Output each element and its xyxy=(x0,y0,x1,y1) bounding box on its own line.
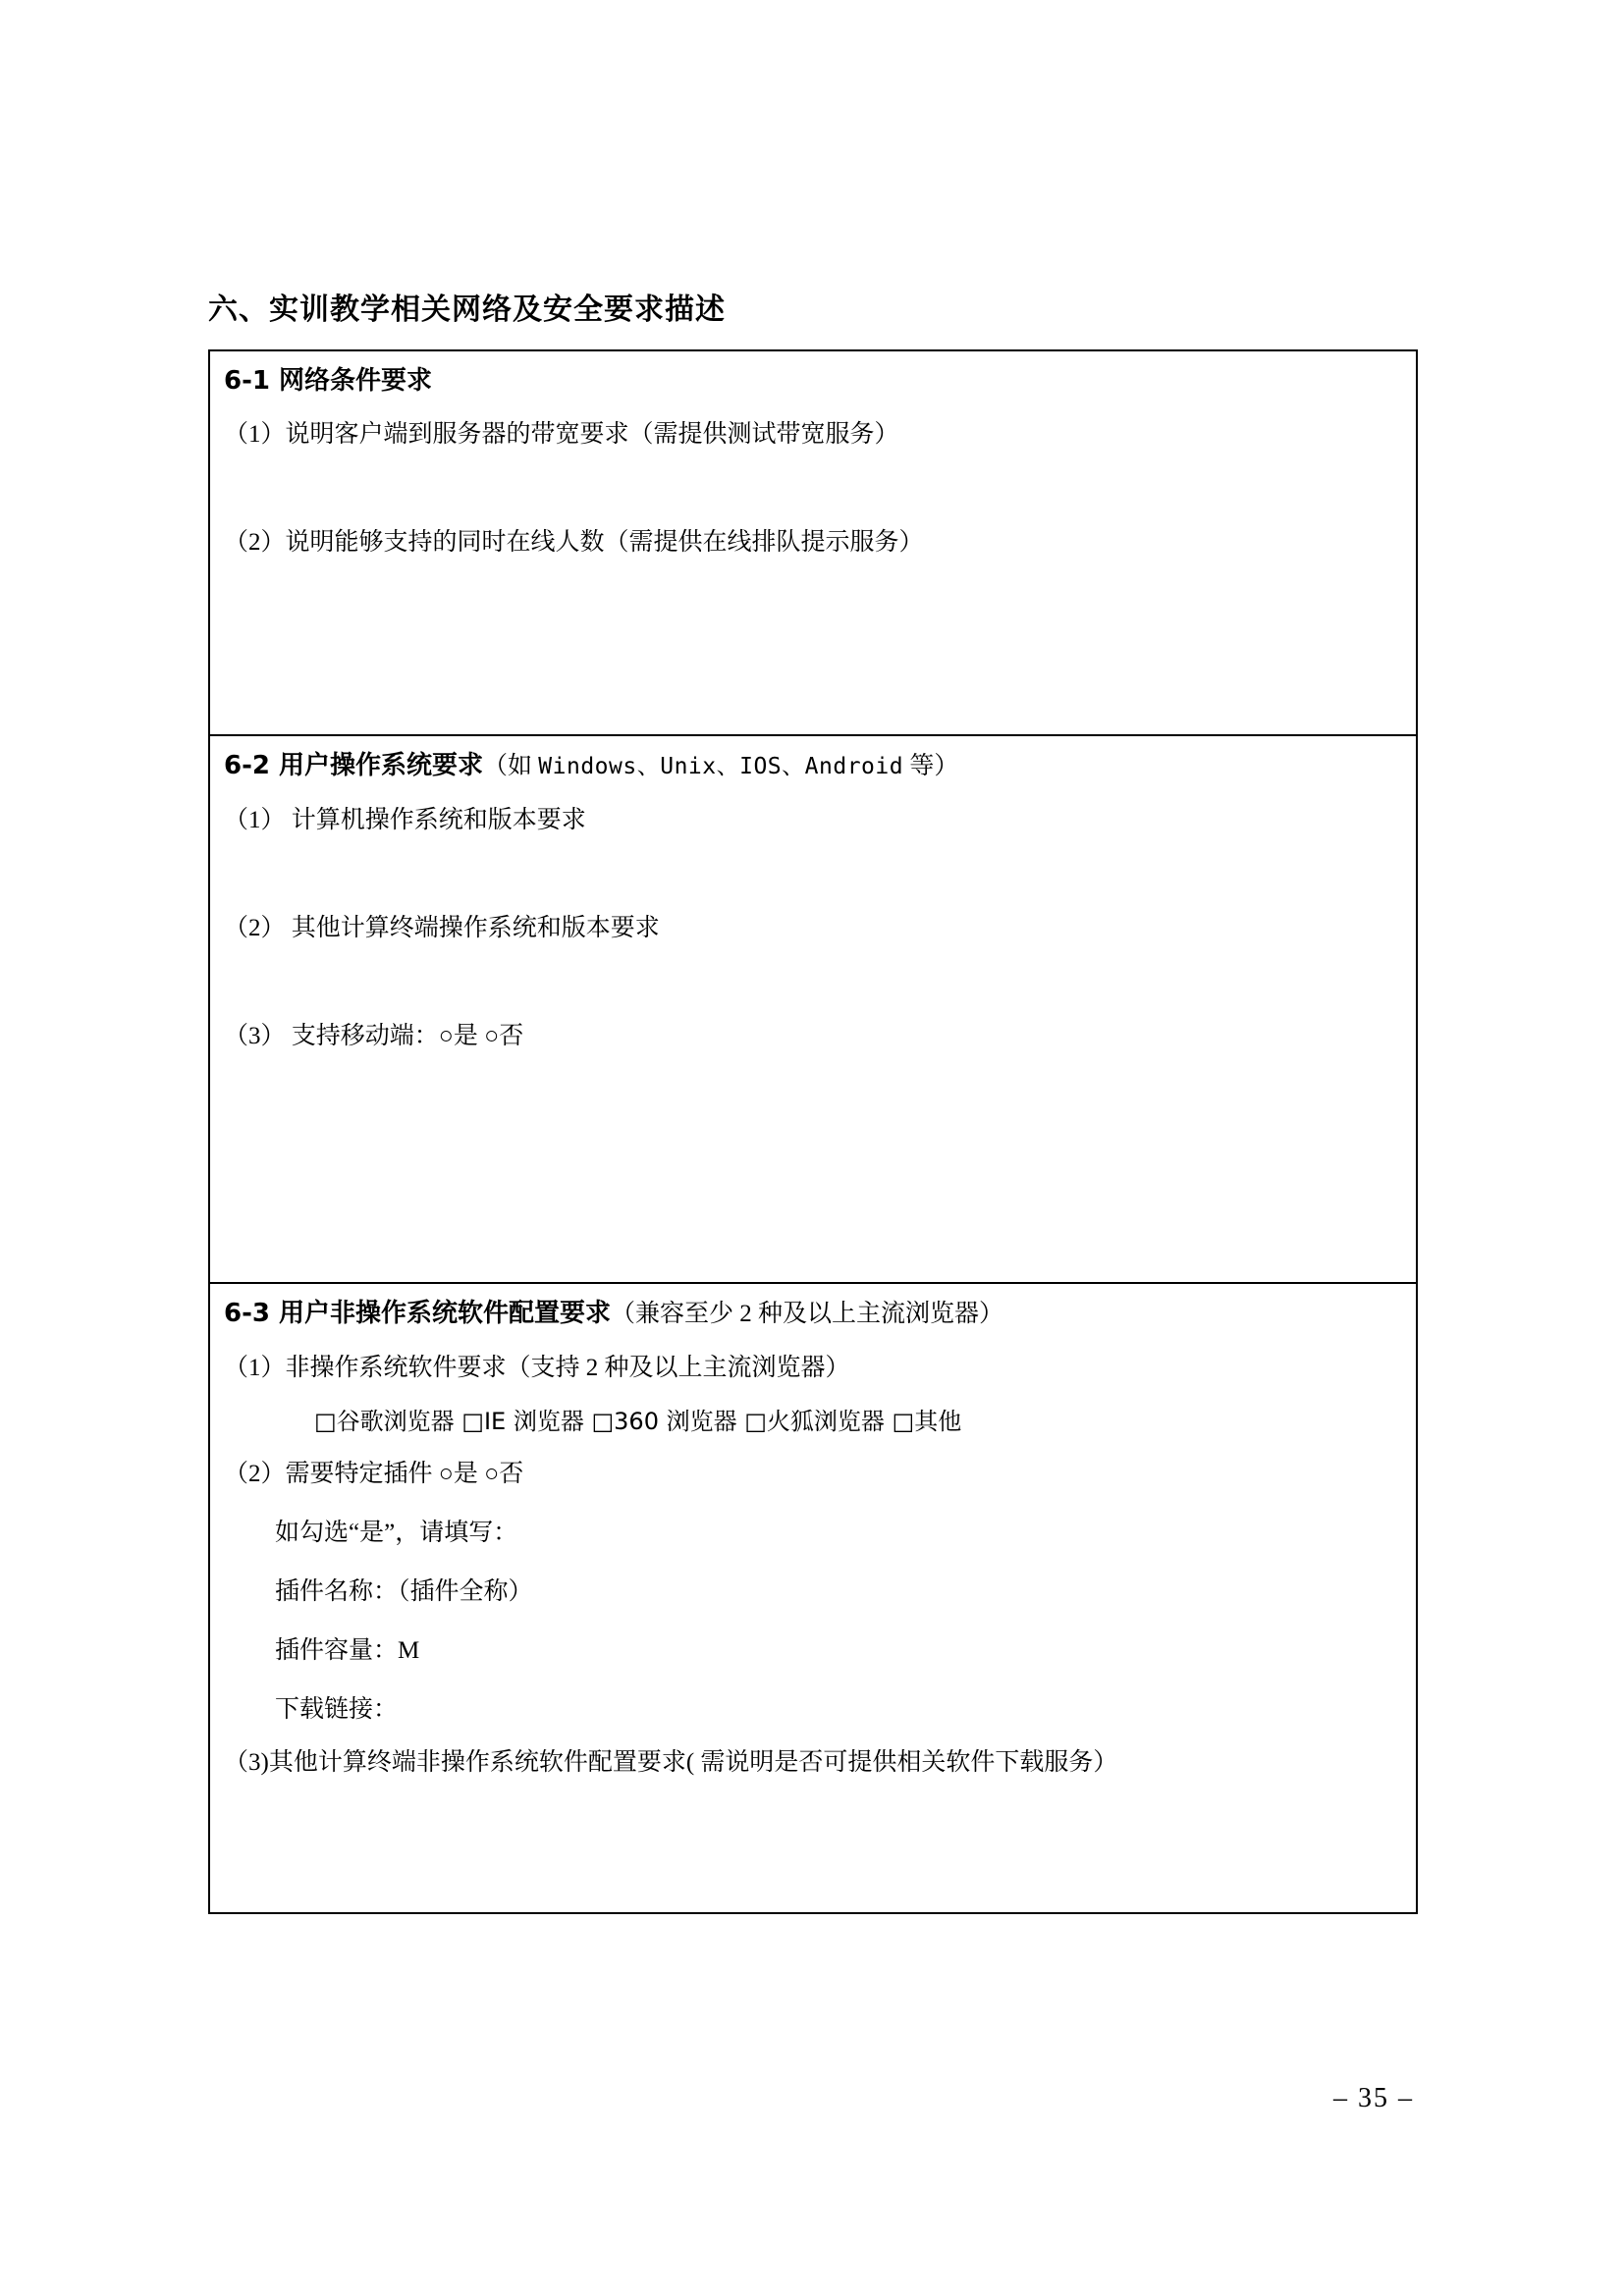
page-number: – 35 – xyxy=(1333,2083,1414,2113)
block-item: （1）非操作系统软件要求（支持 2 种及以上主流浏览器） xyxy=(224,1355,850,1381)
browser-checkbox-row[interactable]: □谷歌浏览器 □IE 浏览器 □360 浏览器 □火狐浏览器 □其他 xyxy=(314,1408,962,1435)
block-item: （1） 计算机操作系统和版本要求 xyxy=(224,807,586,833)
block-heading xyxy=(224,1294,1402,1334)
block-heading xyxy=(224,746,1402,786)
block-item: （1）说明客户端到服务器的带宽要求（需提供测试带宽服务） xyxy=(224,421,899,448)
plugin-size-field[interactable]: 插件容量：M xyxy=(275,1637,420,1664)
block-item-mobile-support[interactable]: （3） 支持移动端：○是 ○否 xyxy=(224,1023,524,1049)
block-heading-text: 6-1 网络条件要求 xyxy=(224,366,433,396)
page-title: 六、实训教学相关网络及安全要求描述 xyxy=(208,293,726,327)
plugin-download-link-field[interactable]: 下载链接： xyxy=(275,1696,399,1723)
block-item: （2）说明能够支持的同时在线人数（需提供在线排队提示服务） xyxy=(224,529,924,556)
form-content xyxy=(208,285,1426,1914)
plugin-required-row[interactable]: （2）需要特定插件 ○是 ○否 xyxy=(224,1461,524,1487)
block-network-conditions xyxy=(210,351,1416,736)
block-heading-text: 6-3 用户非操作系统软件配置要求 xyxy=(224,1299,612,1328)
block-non-os-software xyxy=(210,1284,1416,1912)
block-heading-tail-open: （如 xyxy=(483,753,539,779)
os-list: Windows、Unix、IOS、Android xyxy=(538,754,904,779)
block-heading xyxy=(224,361,1402,400)
block-heading-tail: （兼容至少 2 种及以上主流浏览器） xyxy=(611,1301,1004,1327)
block-heading-text: 6-2 用户操作系统要求 xyxy=(224,751,484,780)
block-heading-tail-close: 等） xyxy=(903,753,959,779)
requirements-table xyxy=(208,349,1418,1914)
block-item: （2） 其他计算终端操作系统和版本要求 xyxy=(224,915,660,941)
plugin-note: 如勾选“是”，请填写： xyxy=(275,1520,518,1546)
block-user-os-requirements xyxy=(210,736,1416,1284)
block-item: （3)其他计算终端非操作系统软件配置要求( 需说明是否可提供相关软件下载服务） xyxy=(224,1749,1118,1776)
plugin-name-field[interactable]: 插件名称：（插件全称） xyxy=(275,1578,533,1605)
